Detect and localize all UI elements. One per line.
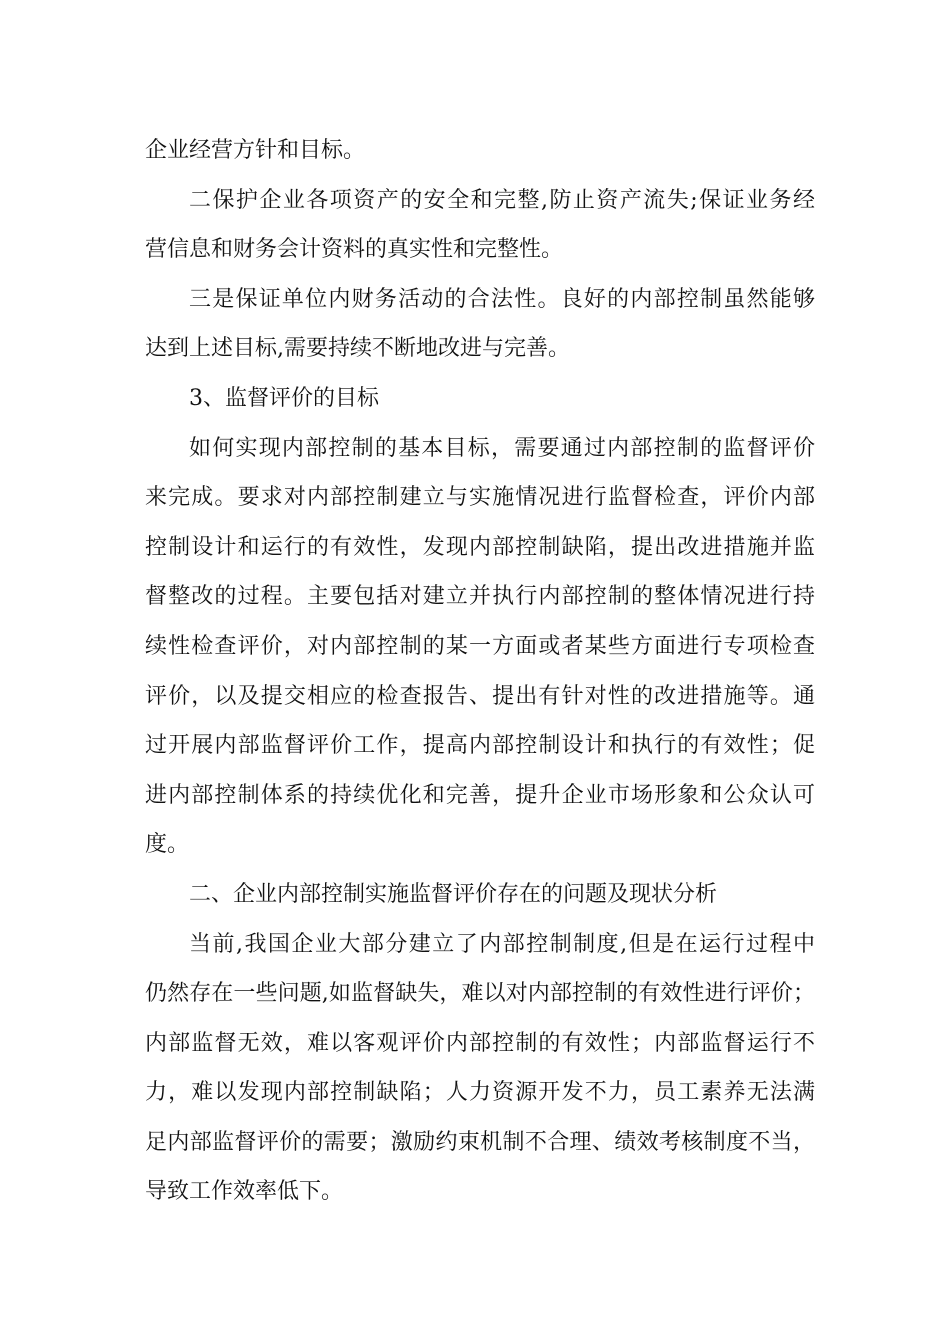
text-line: 控制设计和运行的有效性，发现内部控制缺陷，提出改进措施并监 [145,534,815,560]
text-line: 足内部监督评价的需要；激励约束机制不合理、绩效考核制度不当， [145,1129,815,1155]
text-line: 当前,我国企业大部分建立了内部控制制度,但是在运行过程中 [189,931,815,957]
text-line: 二、企业内部控制实施监督评价存在的问题及现状分析 [189,881,718,907]
text-line: 企业经营方针和目标。 [145,138,366,163]
text-line: 仍然存在一些问题,如监督缺失，难以对内部控制的有效性进行评价； [145,981,815,1007]
text-line: 营信息和财务会计资料的真实性和完整性。 [145,237,564,263]
text-line: 度。 [145,832,190,858]
text-line: 达到上述目标,需要持续不断地改进与完善。 [145,336,570,362]
text-line: 3、监督评价的目标 [189,385,379,411]
text-line: 如何实现内部控制的基本目标，需要通过内部控制的监督评价 [189,435,815,461]
text-line: 评价，以及提交相应的检查报告、提出有针对性的改进措施等。通 [145,683,815,709]
text-line: 过开展内部监督评价工作，提高内部控制设计和执行的有效性；促 [145,733,815,759]
text-line: 进内部控制体系的持续优化和完善，提升企业市场形象和公众认可 [145,782,815,808]
text-line: 力，难以发现内部控制缺陷；人力资源开发不力，员工素养无法满 [145,1080,815,1106]
text-line: 督整改的过程。主要包括对建立并执行内部控制的整体情况进行持 [145,584,815,610]
text-line: 内部监督无效，难以客观评价内部控制的有效性；内部监督运行不 [145,1030,815,1056]
text-line: 导致工作效率低下。 [145,1179,344,1205]
text-line: 续性检查评价，对内部控制的某一方面或者某些方面进行专项检查 [145,633,815,659]
text-line: 来完成。要求对内部控制建立与实施情况进行监督检查，评价内部 [145,485,815,511]
text-line: 二保护企业各项资产的安全和完整,防止资产流失;保证业务经 [189,187,815,213]
body-text [145,126,815,1217]
text-line: 三是保证单位内财务活动的合法性。良好的内部控制虽然能够 [189,286,815,312]
